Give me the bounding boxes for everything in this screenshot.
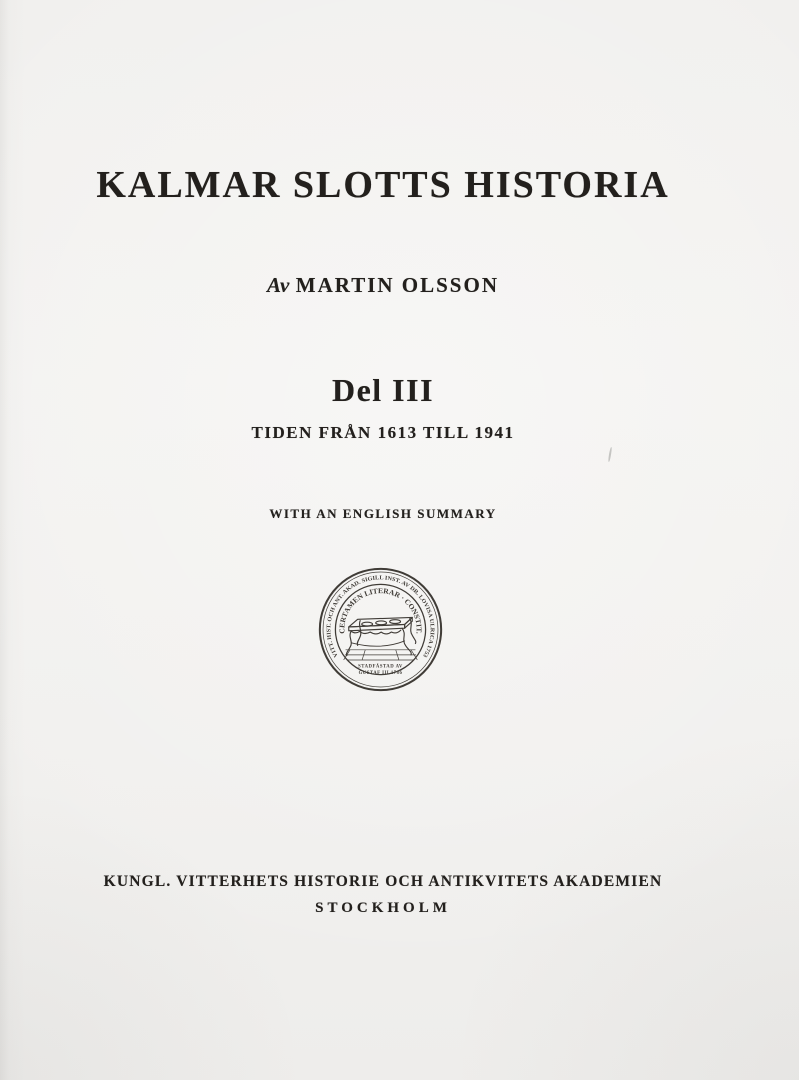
page-title: KALMAR SLOTTS HISTORIA <box>96 164 670 206</box>
seal-floor-lines <box>344 650 418 660</box>
summary-note: WITH AN ENGLISH SUMMARY <box>269 506 497 521</box>
seal-outer-ring-text: VITT. HIST. OCH ANT. AKAD. SIGILL INST. AV DR. LOVISA ULRICA 1753 <box>326 575 435 659</box>
publisher-line: KUNGL. VITTERHETS HISTORIE OCH ANTIKVITETS AKADEMIEN <box>103 873 663 890</box>
author-line <box>0 275 766 296</box>
academy-seal <box>317 566 444 693</box>
author-name: MARTIN OLSSON <box>295 273 499 297</box>
seal-confirmation-line2: GUSTAF III 1786 <box>358 670 403 676</box>
city-line: STOCKHOLM <box>315 900 451 916</box>
academy-seal-graphic <box>317 566 444 693</box>
author-prefix: Av <box>267 273 290 297</box>
subtitle: TIDEN FRÅN 1613 TILL 1941 <box>251 423 515 442</box>
seal-confirmation-line1: STADFÄSTAD AV <box>358 664 403 670</box>
part-label: Del III <box>331 372 435 408</box>
seal-motto-text: CERTAMEN LITERAR · CONSTIT. <box>337 586 424 635</box>
scan-stray-mark <box>608 447 612 462</box>
